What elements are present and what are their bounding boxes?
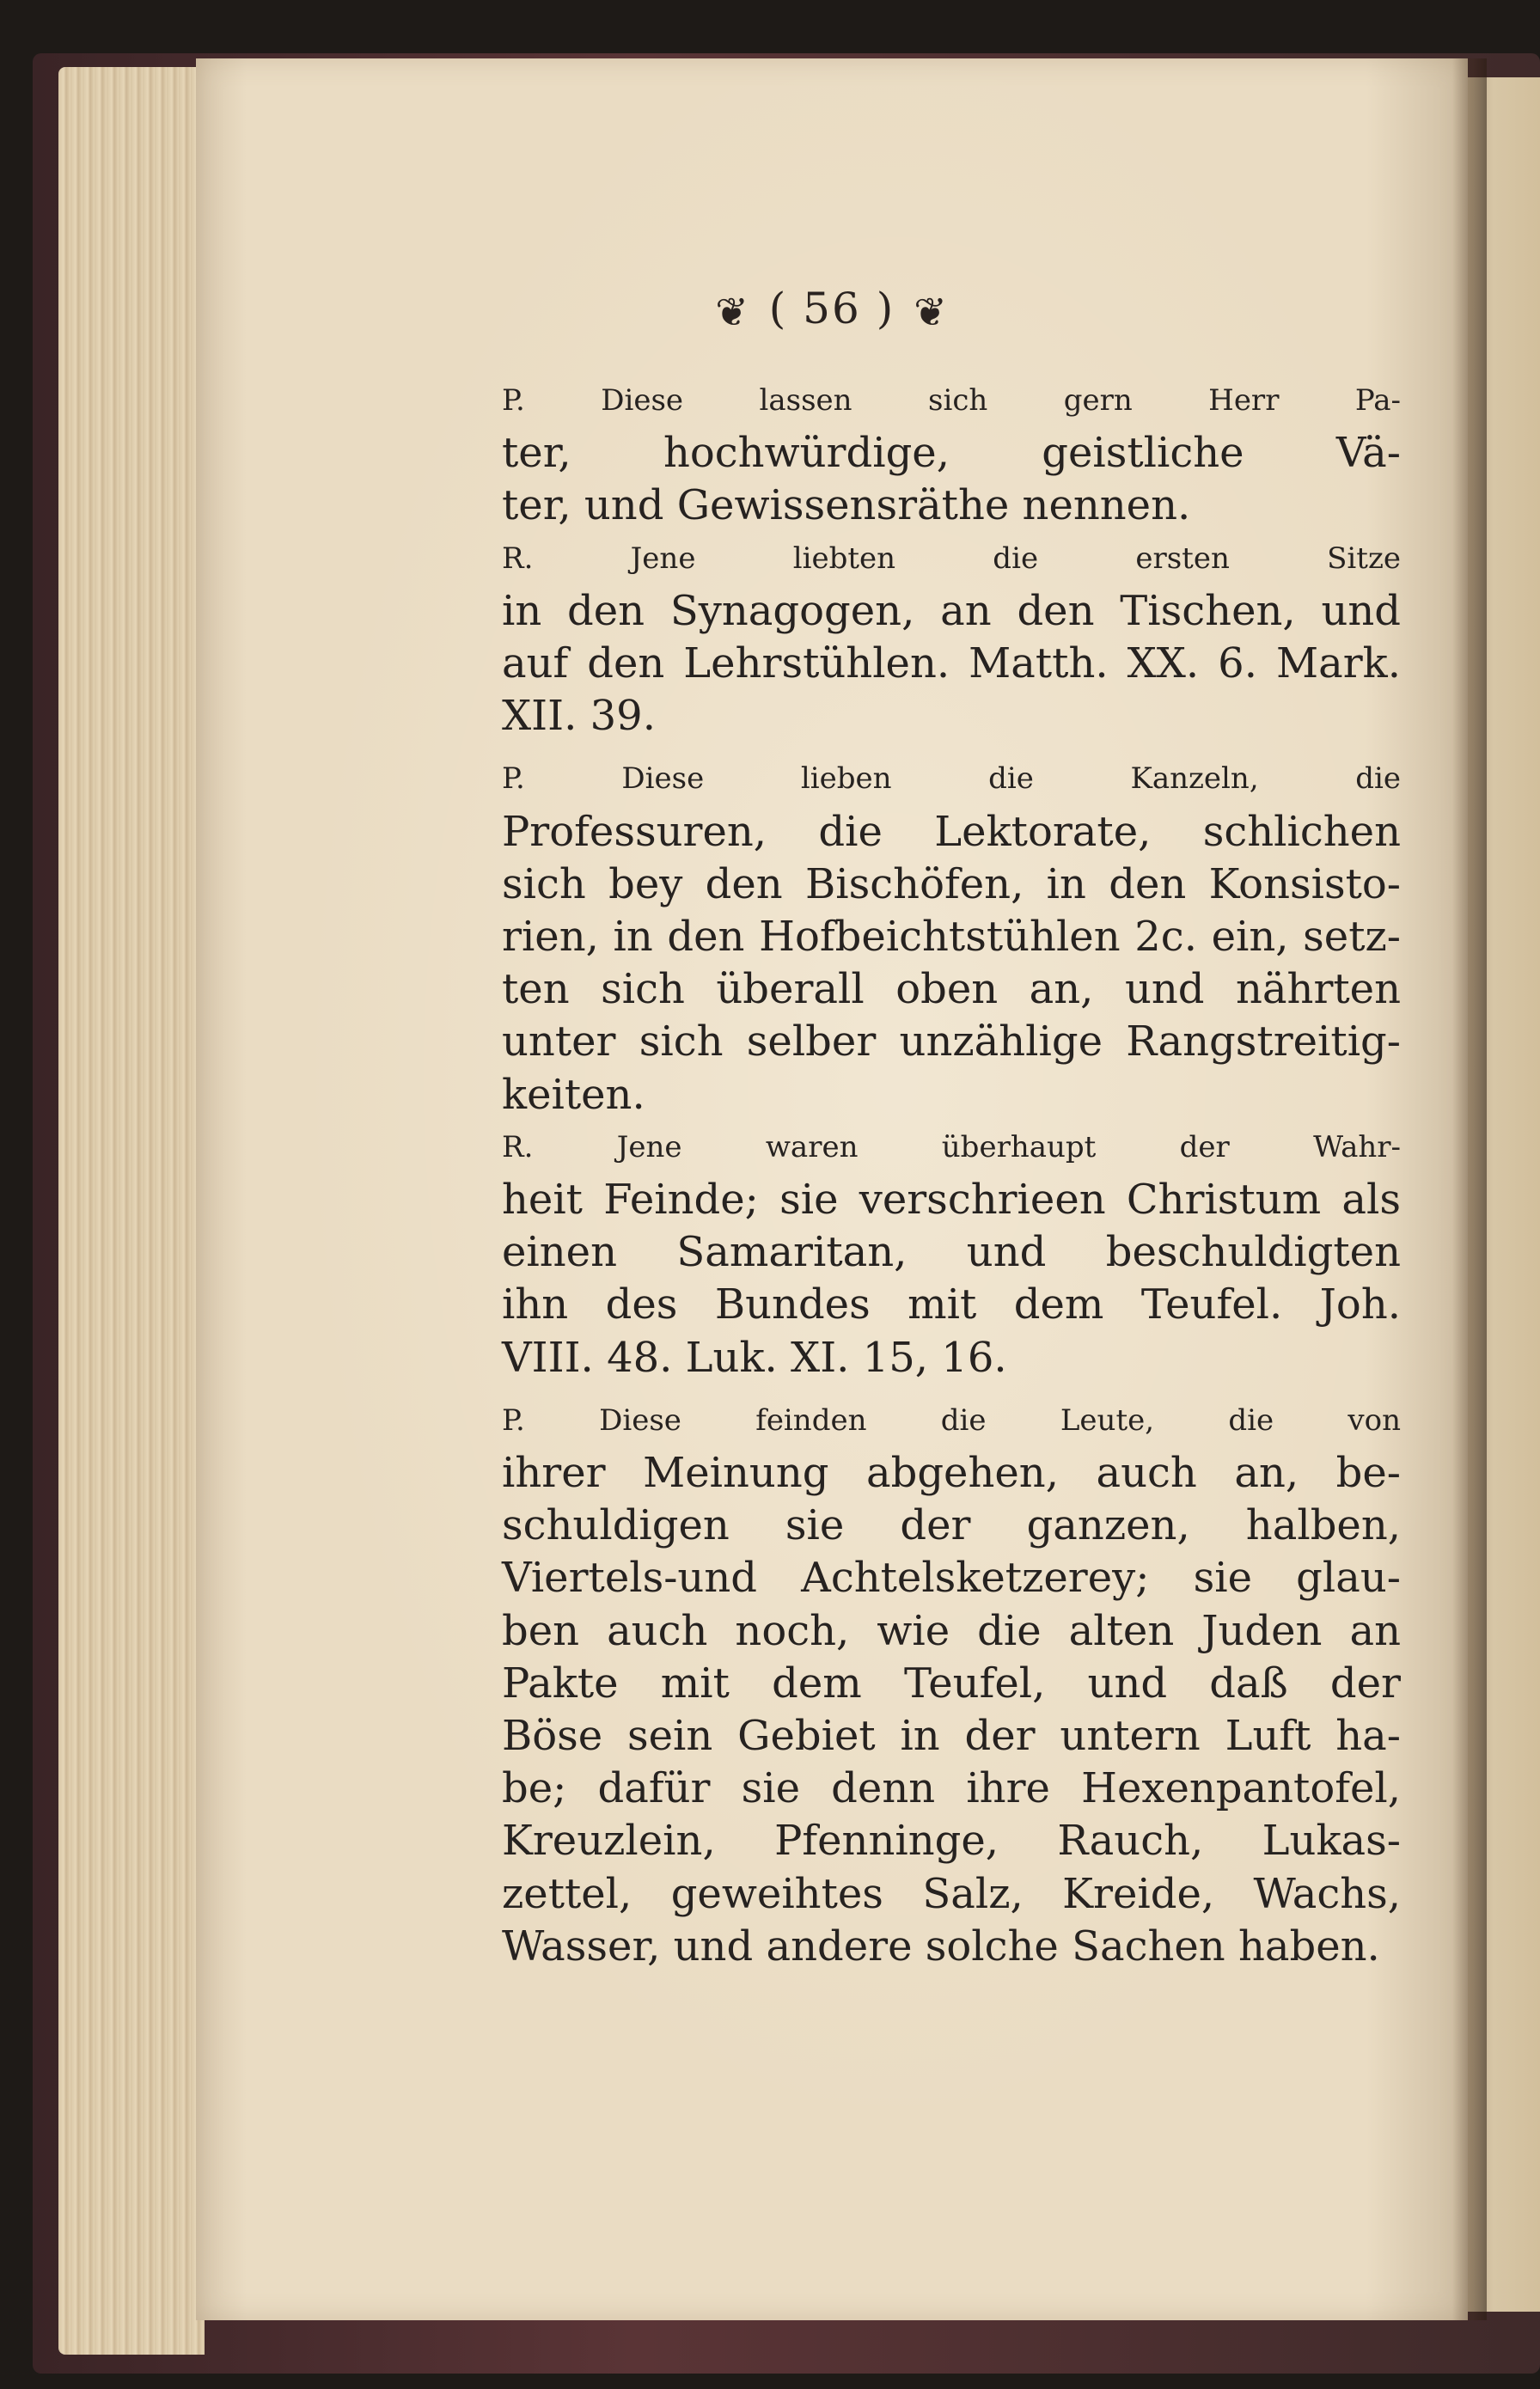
paragraph (447, 533, 1401, 743)
text-line: XII. 39. (502, 692, 656, 741)
text-line: Pakte mit dem Teufel, und daß der (502, 1659, 1401, 1708)
text-line: Wasser, und andere solche Sachen haben. (502, 1922, 1380, 1970)
text-line: Kreuzlein, Pfenninge, Rauch, Lukas- (502, 1817, 1401, 1866)
text-line: Viertels-und Achtelsketzerey; sie glau- (502, 1554, 1401, 1603)
right-ornament-icon: ❦ (914, 289, 949, 335)
text-line: in den Synagogen, an den Tischen, und (502, 586, 1401, 635)
gutter-shadow (1452, 58, 1487, 2320)
text-line: P. Diese feinden die Leute, die von (502, 1402, 1401, 1438)
text-line: ter, und Gewissensräthe nennen. (502, 481, 1191, 530)
text-line: Böse sein Gebiet in der untern Luft ha- (502, 1712, 1401, 1761)
text-line: ben auch noch, wie die alten Juden an (502, 1606, 1401, 1655)
text-line: zettel, geweihtes Salz, Kreide, Wachs, (502, 1869, 1401, 1918)
text-line: be; dafür sie denn ihre Hexenpantofel, (502, 1764, 1401, 1813)
page-number: ( 56 ) (768, 284, 895, 333)
text-line: ihrer Meinung abgehen, auch an, be- (502, 1449, 1401, 1498)
text-line: auf den Lehrstühlen. Matth. XX. 6. Mark. (502, 639, 1401, 688)
page-edges (58, 67, 205, 2355)
text-line: R. Jene waren überhaupt der Wahr- (502, 1129, 1401, 1164)
text-line: R. Jene liebten die ersten Sitze (502, 541, 1401, 576)
text-line: rien, in den Hofbeichtstühlen 2c. ein, setz- (502, 913, 1401, 962)
text-line: einen Samaritan, und beschuldigten (502, 1228, 1401, 1277)
paragraph (447, 753, 1401, 1121)
text-line: ten sich überall oben an, und nährten (502, 965, 1401, 1014)
text-line: sich bey den Bischöfen, in den Konsisto- (502, 859, 1401, 908)
paragraph (447, 1121, 1401, 1384)
book-page (196, 58, 1468, 2320)
left-ornament-icon: ❦ (715, 289, 750, 335)
text-line: ter, hochwürdige, geistliche Vä- (502, 429, 1401, 478)
text-line: P. Diese lieben die Kanzeln, die (502, 761, 1401, 797)
text-line: heit Feinde; sie verschrieen Christum als (502, 1176, 1401, 1225)
text-line: P. Diese lassen sich gern Herr Pa- (502, 383, 1401, 418)
text-line: VIII. 48. Luk. XI. 15, 16. (502, 1333, 1007, 1382)
text-line: unter sich selber unzählige Rangstreitig- (502, 1017, 1401, 1066)
paragraph (447, 1395, 1401, 1973)
text-line: Professuren, die Lektorate, schlichen (502, 807, 1401, 856)
text-line: keiten. (502, 1070, 645, 1119)
text-line: ihn des Bundes mit dem Teufel. Joh. (502, 1280, 1401, 1329)
paragraph (447, 375, 1401, 533)
text-line: schuldigen sie der ganzen, halben, (502, 1501, 1401, 1550)
page-header (196, 284, 1468, 335)
body-text (447, 375, 1401, 1973)
